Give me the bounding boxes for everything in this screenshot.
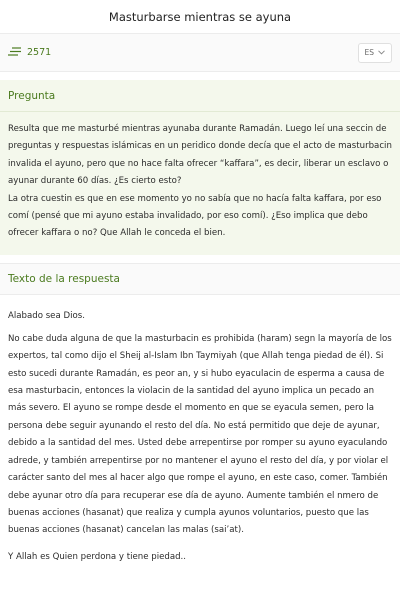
- answer-closing: Y Allah es Quien perdona y tiene piedad..: [8, 551, 187, 562]
- answer-heading: Texto de la respuesta: [0, 263, 400, 295]
- question-section: [0, 80, 400, 255]
- answer-greeting: Alabado sea Dios.: [8, 310, 85, 321]
- answer-paragraph: No cabe duda alguna de que la masturbacin es prohibida (haram) segn la mayoría de los expertos, tal como dijo el Sheij al-Islam Ibn Taymiyah (que Allah tenga piedad de él). Si esto sucedi durante Ramadán, es peor an, y si hubo eyaculacin de esperma a causa de esa masturbacin, entonces la violacin de la santidad del ayuno implica un pecado an más severo. El ayuno se rompe desde el momento en que se eyacula semen, pero la persona debe seguir ayunando el resto del día. No está permitido que deje de ayunar, debido a la santidad del mes. Usted debe arrepentirse por romper su ayuno eyaculando adrede, y también arrepentirse por no mantener el ayuno el resto del día, y por violar el carácter santo del mes al hacer algo que rompe el ayuno, en este caso, comer. También debe ayunar otro día para recuperar ese día de ayuno. Aumente también el nmero de buenas acciones (hasanat) que realiza y cumpla ayunos voluntarios, puesto que las buenas acciones (hasanat) cancelan las malas (sai’at).: [8, 333, 392, 536]
- question-list-icon: [8, 47, 22, 59]
- language-selector-value: ES: [364, 48, 374, 57]
- question-paragraph: La otra cuestin es que en ese momento yo no sabía que no hacía falta kaffara, por eso comí (pensé que mi ayuno estaba invalidado, por eso comí). ¿Eso implica que debo ofrecer kaffara o no? Que Allah le conceda el bien.: [8, 193, 382, 239]
- answer-section: [0, 263, 400, 564]
- language-selector[interactable]: [358, 43, 393, 63]
- question-heading: Pregunta: [0, 80, 400, 112]
- meta-bar: [0, 34, 400, 72]
- question-number: [8, 47, 51, 59]
- question-number-value: 2571: [27, 47, 52, 58]
- chevron-down-icon: [378, 48, 385, 57]
- page-title: Masturbarse mientras se ayuna: [0, 0, 400, 34]
- question-paragraph: Resulta que me masturbé mientras ayunaba durante Ramadán. Luego leí una seccin de preguntas y respuestas islámicas en un peridico donde decía que el acto de masturbacin invalida el ayuno, pero que no hace falta ofrecer “kaffara”, es decir, liberar un esclavo o ayunar durante 60 días. ¿Es cierto esto?: [8, 124, 392, 187]
